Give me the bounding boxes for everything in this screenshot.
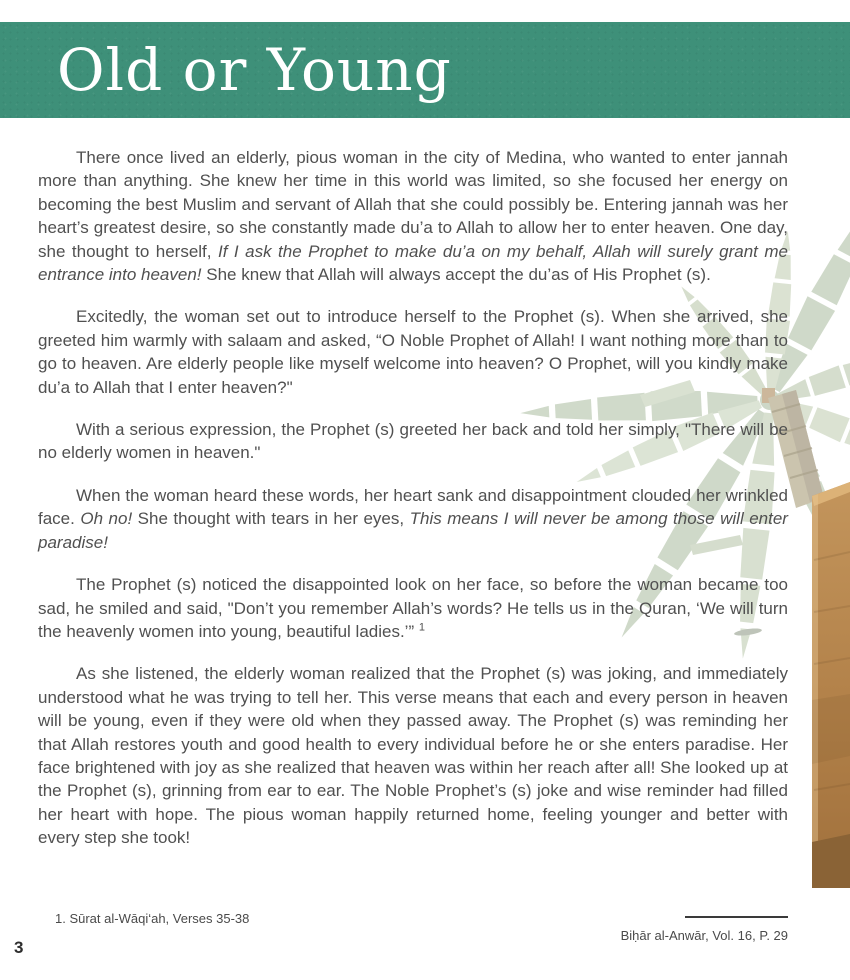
page-title: Old or Young	[57, 36, 452, 104]
citation-source: Biḥār al-Anwār, Vol. 16, P. 29	[620, 928, 788, 943]
citation-divider	[685, 916, 788, 918]
paragraph: There once lived an elderly, pious woman in the city of Medina, who wanted to enter jannah more than anything. She knew her time in this world was limited, so she focused her energy on becoming the best Muslim and servant of Allah that she could possibly be. Entering jannah was her heart’s greatest desire, so she constantly made du’a to Allah to allow her to enter heaven. One day, she thought to herself, If I ask the Prophet to make du’a on my behalf, Allah will surely grant me entrance into heaven! She knew that Allah will always accept the du’as of His Prophet (s).	[38, 148, 788, 285]
footnote: 1. Sūrat al-Wāqi‘ah, Verses 35-38	[55, 911, 250, 926]
paragraph: With a serious expression, the Prophet (s) greeted her back and told her simply, "There will be no elderly women in heaven."	[38, 420, 788, 463]
paragraph: As she listened, the elderly woman realized that the Prophet (s) was joking, and immediately understood what he was trying to tell her. This verse means that each and every person in heaven will be young, even if they were old when they passed away. The Prophet (s) was reminding her that Allah restores youth and good health to every individual before he or she enters paradise. Her face brightened with joy as she realized that heaven was within her reach after all! She looked up at the Prophet (s), grinning from ear to ear. The Noble Prophet’s (s) joke and wise reminder had filled her heart with hope. The pious woman happily returned home, feeling younger and better with every step she took!	[38, 664, 788, 848]
paragraph: Excitedly, the woman set out to introduce herself to the Prophet (s). When she arrived, she greeted him warmly with salaam and asked, “O Noble Prophet of Allah! I want nothing more than to go to heaven. Are elderly people like myself welcome into heaven? O Prophet, will you kindly make du’a to Allah that I enter heaven?"	[38, 307, 788, 397]
paragraph: When the woman heard these words, her heart sank and disappointment clouded her wrinkled face. Oh no! She thought with tears in her eyes, This means I will never be among those will enter paradise!	[38, 485, 788, 552]
page-number: 3	[14, 938, 24, 957]
chapter-header-band	[0, 22, 850, 118]
paragraph: The Prophet (s) noticed the disappointed look on her face, so before the woman became too sad, he smiled and said, "Don’t you remember Allah’s words? He tells us in the Quran, ‘We will turn the heavenly women into young, beautiful ladies.’” $^1$	[38, 575, 788, 641]
citation-block	[558, 909, 788, 945]
story-paragraphs	[38, 146, 788, 869]
wood-block-photo	[812, 482, 850, 888]
